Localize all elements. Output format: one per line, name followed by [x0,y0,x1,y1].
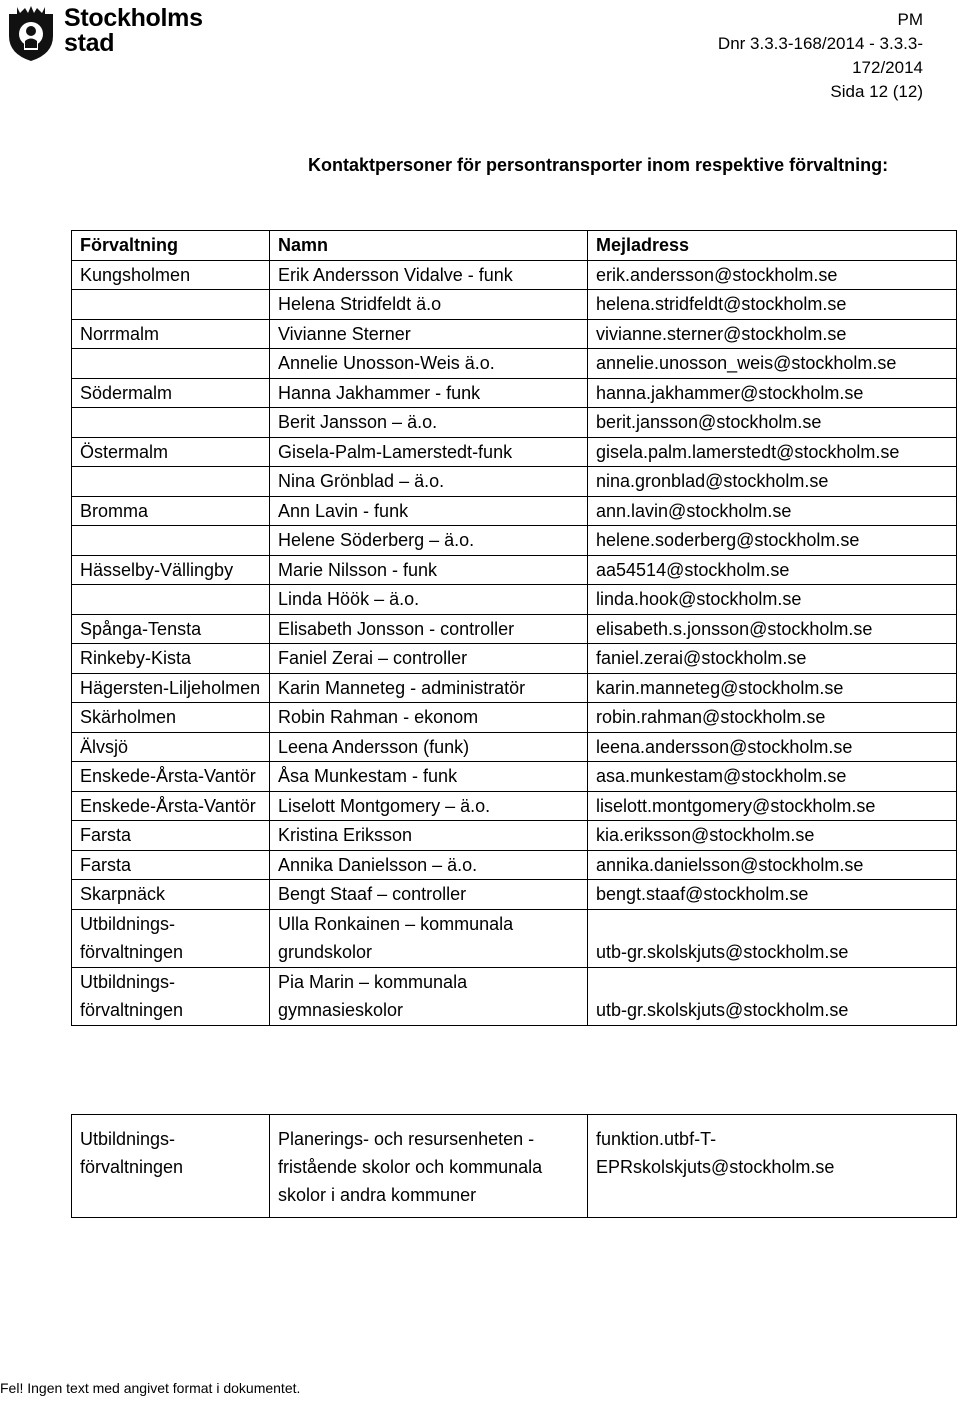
table-cell: Bromma [72,496,270,526]
table-cell: Liselott Montgomery – ä.o. [270,791,588,821]
table-row [72,408,957,438]
table-header-row [72,231,957,261]
table-cell: Leena Andersson (funk) [270,732,588,762]
table-row [72,585,957,615]
table-cell: hanna.jakhammer@stockholm.se [588,378,957,408]
table-row [72,467,957,497]
table-cell [72,349,270,379]
table-row [72,290,957,320]
table-cell: Kristina Eriksson [270,821,588,851]
table-cell: Planerings- och resursenheten - fristående skolor och kommunala skolor i andra kommuner [270,1115,588,1218]
table-cell: helena.stridfeldt@stockholm.se [588,290,957,320]
table-cell: kia.eriksson@stockholm.se [588,821,957,851]
table-cell: Skarpnäck [72,880,270,910]
table-cell: helene.soderberg@stockholm.se [588,526,957,556]
table-cell: Bengt Staaf – controller [270,880,588,910]
table-cell: Farsta [72,850,270,880]
table-cell: bengt.staaf@stockholm.se [588,880,957,910]
contact-table [71,230,957,1026]
contact-table-final-row [71,1114,957,1218]
table-cell: Utbildnings-förvaltningen [72,1115,270,1218]
table-cell: berit.jansson@stockholm.se [588,408,957,438]
table-cell: Faniel Zerai – controller [270,644,588,674]
table-row [72,909,957,967]
table-cell: liselott.montgomery@stockholm.se [588,791,957,821]
table-cell: faniel.zerai@stockholm.se [588,644,957,674]
table-cell: Berit Jansson – ä.o. [270,408,588,438]
table-row [72,349,957,379]
table-cell: Robin Rahman - ekonom [270,703,588,733]
table-cell: Ulla Ronkainen – kommunala grundskolor [270,909,588,967]
logo [6,4,203,62]
table-row [72,791,957,821]
table-row [72,378,957,408]
table-cell: Kungsholmen [72,260,270,290]
table-cell: Elisabeth Jonsson - controller [270,614,588,644]
table-cell: Enskede-Årsta-Vantör [72,762,270,792]
column-header: Förvaltning [72,231,270,261]
table-cell: Hässelby-Vällingby [72,555,270,585]
table-cell: Linda Höök – ä.o. [270,585,588,615]
header-dnr-line-1: Dnr 3.3.3-168/2014 - 3.3.3- [717,34,923,53]
table-cell: Östermalm [72,437,270,467]
table-row [72,821,957,851]
table-row [72,496,957,526]
table-cell: funktion.utbf-T-EPRskolskjuts@stockholm.se [588,1115,957,1218]
table-cell: utb-gr.skolskjuts@stockholm.se [588,909,957,967]
table-cell: aa54514@stockholm.se [588,555,957,585]
table-cell: Utbildnings-förvaltningen [72,909,270,967]
table-row [72,732,957,762]
column-header: Mejladress [588,231,957,261]
table-cell: Utbildnings-förvaltningen [72,967,270,1025]
table-cell: annelie.unosson_weis@stockholm.se [588,349,957,379]
table-cell: erik.andersson@stockholm.se [588,260,957,290]
table-cell: vivianne.sterner@stockholm.se [588,319,957,349]
table-cell [72,467,270,497]
table-cell: Ann Lavin - funk [270,496,588,526]
table-cell: Erik Andersson Vidalve - funk [270,260,588,290]
document-header-info [718,8,923,104]
table-cell: Norrmalm [72,319,270,349]
table-cell [72,585,270,615]
table-row [72,614,957,644]
table-row [72,1115,957,1218]
table-cell: Helene Söderberg – ä.o. [270,526,588,556]
table-cell: asa.munkestam@stockholm.se [588,762,957,792]
table-cell: annika.danielsson@stockholm.se [588,850,957,880]
document-title: Kontaktpersoner för persontransporter inom respektive förvaltning: [308,155,889,175]
header-time: PM [897,10,923,29]
header-dnr-line-2: 172/2014 [852,58,923,77]
header-page-number: Sida 12 (12) [830,82,923,101]
table-row [72,260,957,290]
table-row [72,703,957,733]
table-cell: Helena Stridfeldt ä.o [270,290,588,320]
table-cell: Skärholmen [72,703,270,733]
brand-wordmark [64,6,203,56]
table-cell: Rinkeby-Kista [72,644,270,674]
table-cell: ann.lavin@stockholm.se [588,496,957,526]
table-cell: elisabeth.s.jonsson@stockholm.se [588,614,957,644]
column-header: Namn [270,231,588,261]
table-cell: Södermalm [72,378,270,408]
table-cell: robin.rahman@stockholm.se [588,703,957,733]
table-cell: Spånga-Tensta [72,614,270,644]
table-cell [72,408,270,438]
table-cell [72,526,270,556]
table-row [72,437,957,467]
table-cell: Farsta [72,821,270,851]
table-cell: Älvsjö [72,732,270,762]
table-cell: nina.gronblad@stockholm.se [588,467,957,497]
table-row [72,526,957,556]
table-cell: Hanna Jakhammer - funk [270,378,588,408]
table-cell: Enskede-Årsta-Vantör [72,791,270,821]
table-row [72,880,957,910]
table-row [72,555,957,585]
brand-line-2: stad [64,29,115,57]
table-cell: leena.andersson@stockholm.se [588,732,957,762]
table-cell: gisela.palm.lamerstedt@stockholm.se [588,437,957,467]
table-cell: Pia Marin – kommunala gymnasieskolor [270,967,588,1025]
table-cell: Nina Grönblad – ä.o. [270,467,588,497]
table-row [72,673,957,703]
footer-note: Fel! Ingen text med angivet format i dokumentet. [0,1380,301,1396]
stockholm-crest-icon [6,4,56,62]
table-cell: linda.hook@stockholm.se [588,585,957,615]
table-cell: utb-gr.skolskjuts@stockholm.se [588,967,957,1025]
table-cell: Marie Nilsson - funk [270,555,588,585]
table-row [72,967,957,1025]
table-cell: Annelie Unosson-Weis ä.o. [270,349,588,379]
table-cell: Gisela-Palm-Lamerstedt-funk [270,437,588,467]
table-row [72,762,957,792]
table-cell: Hägersten-Liljeholmen [72,673,270,703]
brand-line-1: Stockholms [64,4,203,32]
table-row [72,319,957,349]
table-cell: Vivianne Sterner [270,319,588,349]
table-cell [72,290,270,320]
table-cell: Annika Danielsson – ä.o. [270,850,588,880]
table-row [72,644,957,674]
table-cell: Åsa Munkestam - funk [270,762,588,792]
table-cell: karin.manneteg@stockholm.se [588,673,957,703]
table-cell: Karin Manneteg - administratör [270,673,588,703]
table-row [72,850,957,880]
